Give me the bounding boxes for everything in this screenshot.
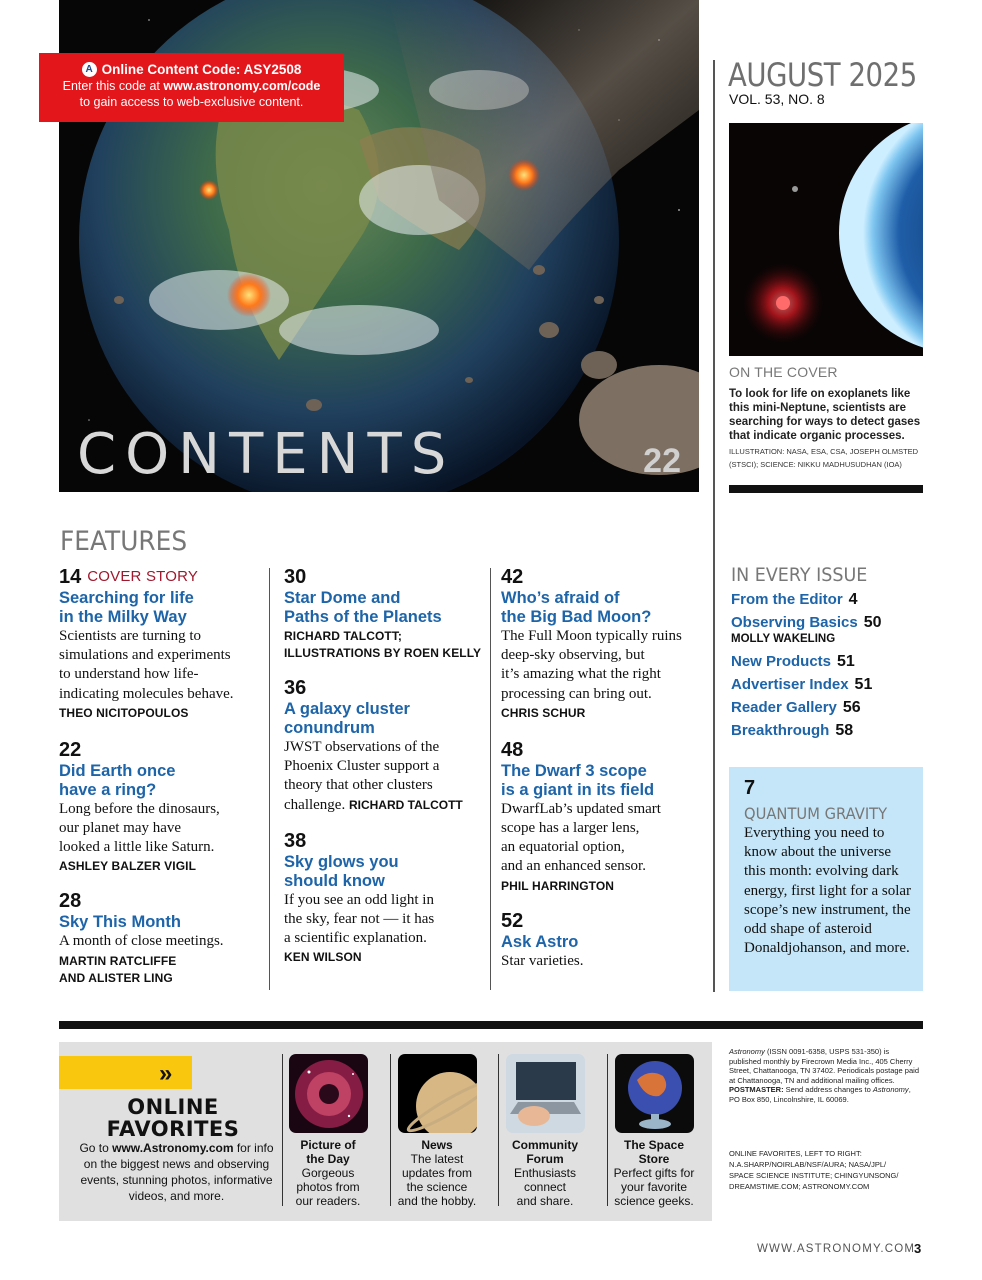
favorite-title[interactable]: The Space Store — [623, 1138, 685, 1166]
online-content-code-box — [39, 53, 344, 122]
online-favorites-description — [79, 1140, 274, 1204]
feature-author: RICHARD TALCOTT; ILLUSTRATIONS BY ROEN KELLY — [284, 629, 482, 660]
code-instructions — [39, 78, 344, 94]
feature-description: Star varieties. — [501, 952, 584, 969]
feature-description: The Full Moon typically ruins deep-sky observing, but it’s amazing what the right processing can bring out. — [501, 628, 682, 702]
feature-description: DwarfLab’s updated smart scope has a larger lens, an equatorial option, and an enhanced sensor. — [501, 800, 661, 875]
every-issue-item-new-products[interactable] — [731, 653, 921, 671]
legal-text-1: (ISSN 0091-6358, USPS 531-350) is published monthly by Firecrown Media Inc., 405 Cherry Street, Chattanooga, TN 37402. Periodicals postage paid at Chattanooga, TN and additional mailing offices. — [729, 1047, 919, 1085]
feature-author: RICHARD TALCOTT — [348, 797, 463, 812]
favorite-space-store[interactable] — [612, 1054, 696, 1208]
quantum-gravity-description: Everything you need to know about the universe this month: evolving dark energy, first light for a solar scope’s new instrument, the odd shape of asteroid Donaldjohanson, and more. — [744, 825, 912, 957]
feature-page-number: 52 — [501, 909, 524, 932]
feature-author: THEO NICITOPOULOS — [59, 705, 189, 720]
feature-title[interactable]: The Dwarf 3 scope is a giant in its field — [501, 761, 655, 799]
feature-title[interactable]: A galaxy cluster conundrum — [284, 700, 410, 737]
issue-volume: VOL. 53, NO. 8 — [729, 91, 825, 107]
hero-page-number[interactable]: 22 — [643, 442, 681, 480]
feature-title[interactable]: Searching for life in the Milky Way — [59, 589, 194, 626]
publication-legal-notice — [729, 1047, 921, 1105]
online-favorites-tab — [59, 1056, 192, 1089]
feature-page-number: 38 — [284, 829, 307, 852]
cover-description: To look for life on exoplanets like this mini-Neptune, scientists are searching for ways to detect gases that indicate organic processes. — [729, 388, 921, 442]
feature-author: PHIL HARRINGTON — [501, 878, 615, 893]
feature-description-text: JWST observations of the Phoenix Cluster support a theory that other clusters challenge. — [284, 739, 440, 813]
quantum-gravity-page: 7 — [744, 777, 756, 799]
double-chevron-icon: » — [159, 1060, 167, 1087]
favorite-divider — [282, 1054, 283, 1206]
every-issue-title[interactable]: Reader Gallery — [731, 699, 837, 716]
feature-page-number: 36 — [284, 677, 307, 699]
cover-story-tag: COVER STORY — [87, 568, 199, 585]
code-title-row — [82, 62, 302, 78]
feature-description: Scientists are turning to simulations and experiments to understand how life- indicating molecules behave. — [59, 628, 234, 702]
every-issue-title[interactable]: New Products — [731, 653, 832, 670]
feature-description: A month of close meetings. — [59, 933, 224, 950]
favorite-divider — [607, 1054, 608, 1206]
section-divider-bar — [59, 1021, 923, 1029]
every-issue-page: 4 — [848, 591, 858, 608]
every-issue-page: 56 — [842, 699, 861, 716]
feature-article[interactable] — [59, 891, 259, 986]
favorite-description: Perfect gifts for your favorite science geeks. — [613, 1166, 695, 1208]
feature-description: If you see an odd light in the sky, fear not — it has a scientific explanation. — [284, 891, 435, 947]
feature-author: CHRIS SCHUR — [501, 705, 586, 720]
favorite-title[interactable]: Community Forum — [512, 1138, 578, 1166]
feature-article[interactable] — [59, 740, 259, 876]
online-favorites-panel — [59, 1042, 712, 1221]
globe-image[interactable] — [615, 1054, 694, 1133]
favorite-title[interactable]: News — [421, 1138, 453, 1152]
feature-page-number-value: 14 — [59, 566, 82, 588]
astronomy-site-link[interactable]: www.Astronomy.com — [112, 1141, 234, 1155]
favorite-description: Enthusiasts connect and share. — [513, 1166, 577, 1208]
on-the-cover-label: ON THE COVER — [729, 364, 838, 380]
feature-page-number — [59, 567, 259, 587]
feature-page-number: 48 — [501, 738, 524, 761]
feature-author: KEN WILSON — [284, 950, 362, 965]
every-issue-title[interactable]: Observing Basics — [731, 614, 858, 631]
feature-article[interactable] — [501, 567, 706, 722]
column-divider — [713, 60, 715, 992]
feature-title[interactable]: Ask Astro — [501, 932, 579, 951]
quantum-gravity-title[interactable]: QUANTUM GRAVITY — [744, 804, 888, 823]
feature-page-number: 28 — [59, 890, 82, 913]
saturn-image[interactable] — [398, 1054, 477, 1133]
feature-title[interactable]: Sky This Month — [59, 913, 181, 932]
cover-image[interactable] — [729, 123, 923, 356]
feature-article[interactable] — [284, 567, 484, 662]
footer-page-number: 3 — [914, 1241, 922, 1256]
feature-page-number: 30 — [284, 566, 307, 588]
legal-postmaster-label: POSTMASTER: — [729, 1085, 784, 1095]
feature-column-divider — [269, 568, 270, 990]
astronomy-plus-icon: A — [82, 62, 97, 77]
every-issue-title[interactable]: Breakthrough — [731, 722, 830, 739]
feature-description: Long before the dinosaurs, our planet may have looked a little like Saturn. — [59, 800, 220, 856]
favorite-picture-of-the-day[interactable] — [286, 1054, 370, 1208]
feature-title[interactable]: Did Earth once have a ring? — [59, 761, 176, 799]
legal-text-2: Send address changes to — [783, 1085, 873, 1095]
features-column-1 — [59, 567, 259, 1003]
every-issue-title[interactable]: Advertiser Index — [731, 676, 849, 693]
feature-article[interactable] — [59, 567, 259, 722]
favorite-divider — [498, 1054, 499, 1206]
favorite-community-forum[interactable] — [503, 1054, 587, 1208]
favorite-news[interactable] — [395, 1054, 479, 1208]
photo-credits: ONLINE FAVORITES, LEFT TO RIGHT: N.A.SHARP/NOIRLAB/NSF/AURA; NASA/JPL/ SPACE SCIENCE INSTITUTE; CHINGYUNSONG/ DREAMSTIME.COM; ASTRONOMY.COM — [729, 1149, 899, 1191]
every-issue-author: MOLLY WAKELING — [731, 633, 836, 645]
feature-author: ASHLEY BALZER VIGIL — [59, 859, 197, 874]
feature-title[interactable]: Who’s afraid of the Big Bad Moon? — [501, 589, 652, 626]
every-issue-page: 58 — [835, 722, 854, 739]
code-instructions-pre: Enter this code at — [62, 78, 164, 93]
code-instructions-line2: to gain access to web-exclusive content. — [79, 94, 304, 109]
every-issue-page: 50 — [863, 614, 882, 631]
exoplanet-illustration — [729, 123, 923, 356]
every-issue-item-reader-gallery[interactable] — [731, 699, 921, 717]
every-issue-title[interactable]: From the Editor — [731, 591, 843, 608]
every-issue-item-breakthrough[interactable] — [731, 722, 921, 740]
cover-credit: ILLUSTRATION: NASA, ESA, CSA, JOSEPH OLMSTED (STSCI); SCIENCE: NIKKU MADHUSUDHAN (IOA) — [729, 447, 919, 469]
every-issue-page: 51 — [837, 653, 855, 670]
nebula-image[interactable] — [289, 1054, 368, 1133]
of-desc-post: for info on the biggest news and observing events, stunning photos, informative videos, and more. — [80, 1141, 274, 1203]
laptop-image[interactable] — [506, 1054, 585, 1133]
favorite-divider — [390, 1054, 391, 1206]
feature-article[interactable] — [501, 911, 706, 971]
feature-page-number: 22 — [59, 738, 82, 761]
in-every-issue-heading: IN EVERY ISSUE — [731, 564, 868, 586]
legal-magazine-name: Astronomy — [872, 1085, 909, 1095]
online-content-code-title: Online Content Code: ASY2508 — [101, 61, 302, 77]
issue-date: AUGUST 2025 — [728, 56, 917, 94]
code-url-link[interactable]: www.astronomy.com/code — [163, 78, 321, 93]
every-issue-item-editor[interactable] — [731, 591, 921, 609]
feature-description — [284, 738, 484, 815]
features-heading: FEATURES — [60, 526, 188, 557]
favorite-description: The latest updates from the science and the hobby. — [397, 1152, 477, 1208]
contents-heading: CONTENTS — [77, 422, 456, 487]
features-column-2 — [284, 567, 484, 982]
feature-title[interactable]: Star Dome and Paths of the Planets — [284, 589, 442, 626]
feature-author: MARTIN RATCLIFFE AND ALISTER LING — [59, 953, 177, 985]
feature-column-divider — [490, 568, 491, 990]
features-column-3 — [501, 567, 706, 987]
feature-article[interactable] — [284, 831, 484, 967]
every-issue-item-observing-basics[interactable] — [731, 614, 921, 645]
favorite-title[interactable]: Picture of the Day — [300, 1138, 356, 1166]
of-desc-pre: Go to — [79, 1141, 113, 1155]
feature-page-number: 42 — [501, 566, 524, 588]
favorite-description: Gorgeous photos from our readers. — [295, 1166, 361, 1208]
every-issue-item-advertiser-index[interactable] — [731, 676, 921, 694]
online-favorites-title: ONLINE FAVORITES — [106, 1095, 240, 1141]
legal-text-3: , PO Box 850, Lincolnshire, IL 60069. — [729, 1085, 911, 1104]
in-every-issue-list — [731, 591, 921, 745]
legal-magazine-name: Astronomy — [729, 1047, 765, 1056]
feature-article[interactable] — [284, 678, 484, 815]
every-issue-page: 51 — [854, 676, 873, 693]
cover-divider-bar — [729, 485, 923, 493]
feature-title[interactable]: Sky glows you should know — [284, 852, 399, 890]
footer-url[interactable]: WWW.ASTRONOMY.COM — [757, 1243, 916, 1255]
feature-article[interactable] — [501, 740, 706, 895]
quantum-gravity-box[interactable] — [729, 767, 923, 991]
